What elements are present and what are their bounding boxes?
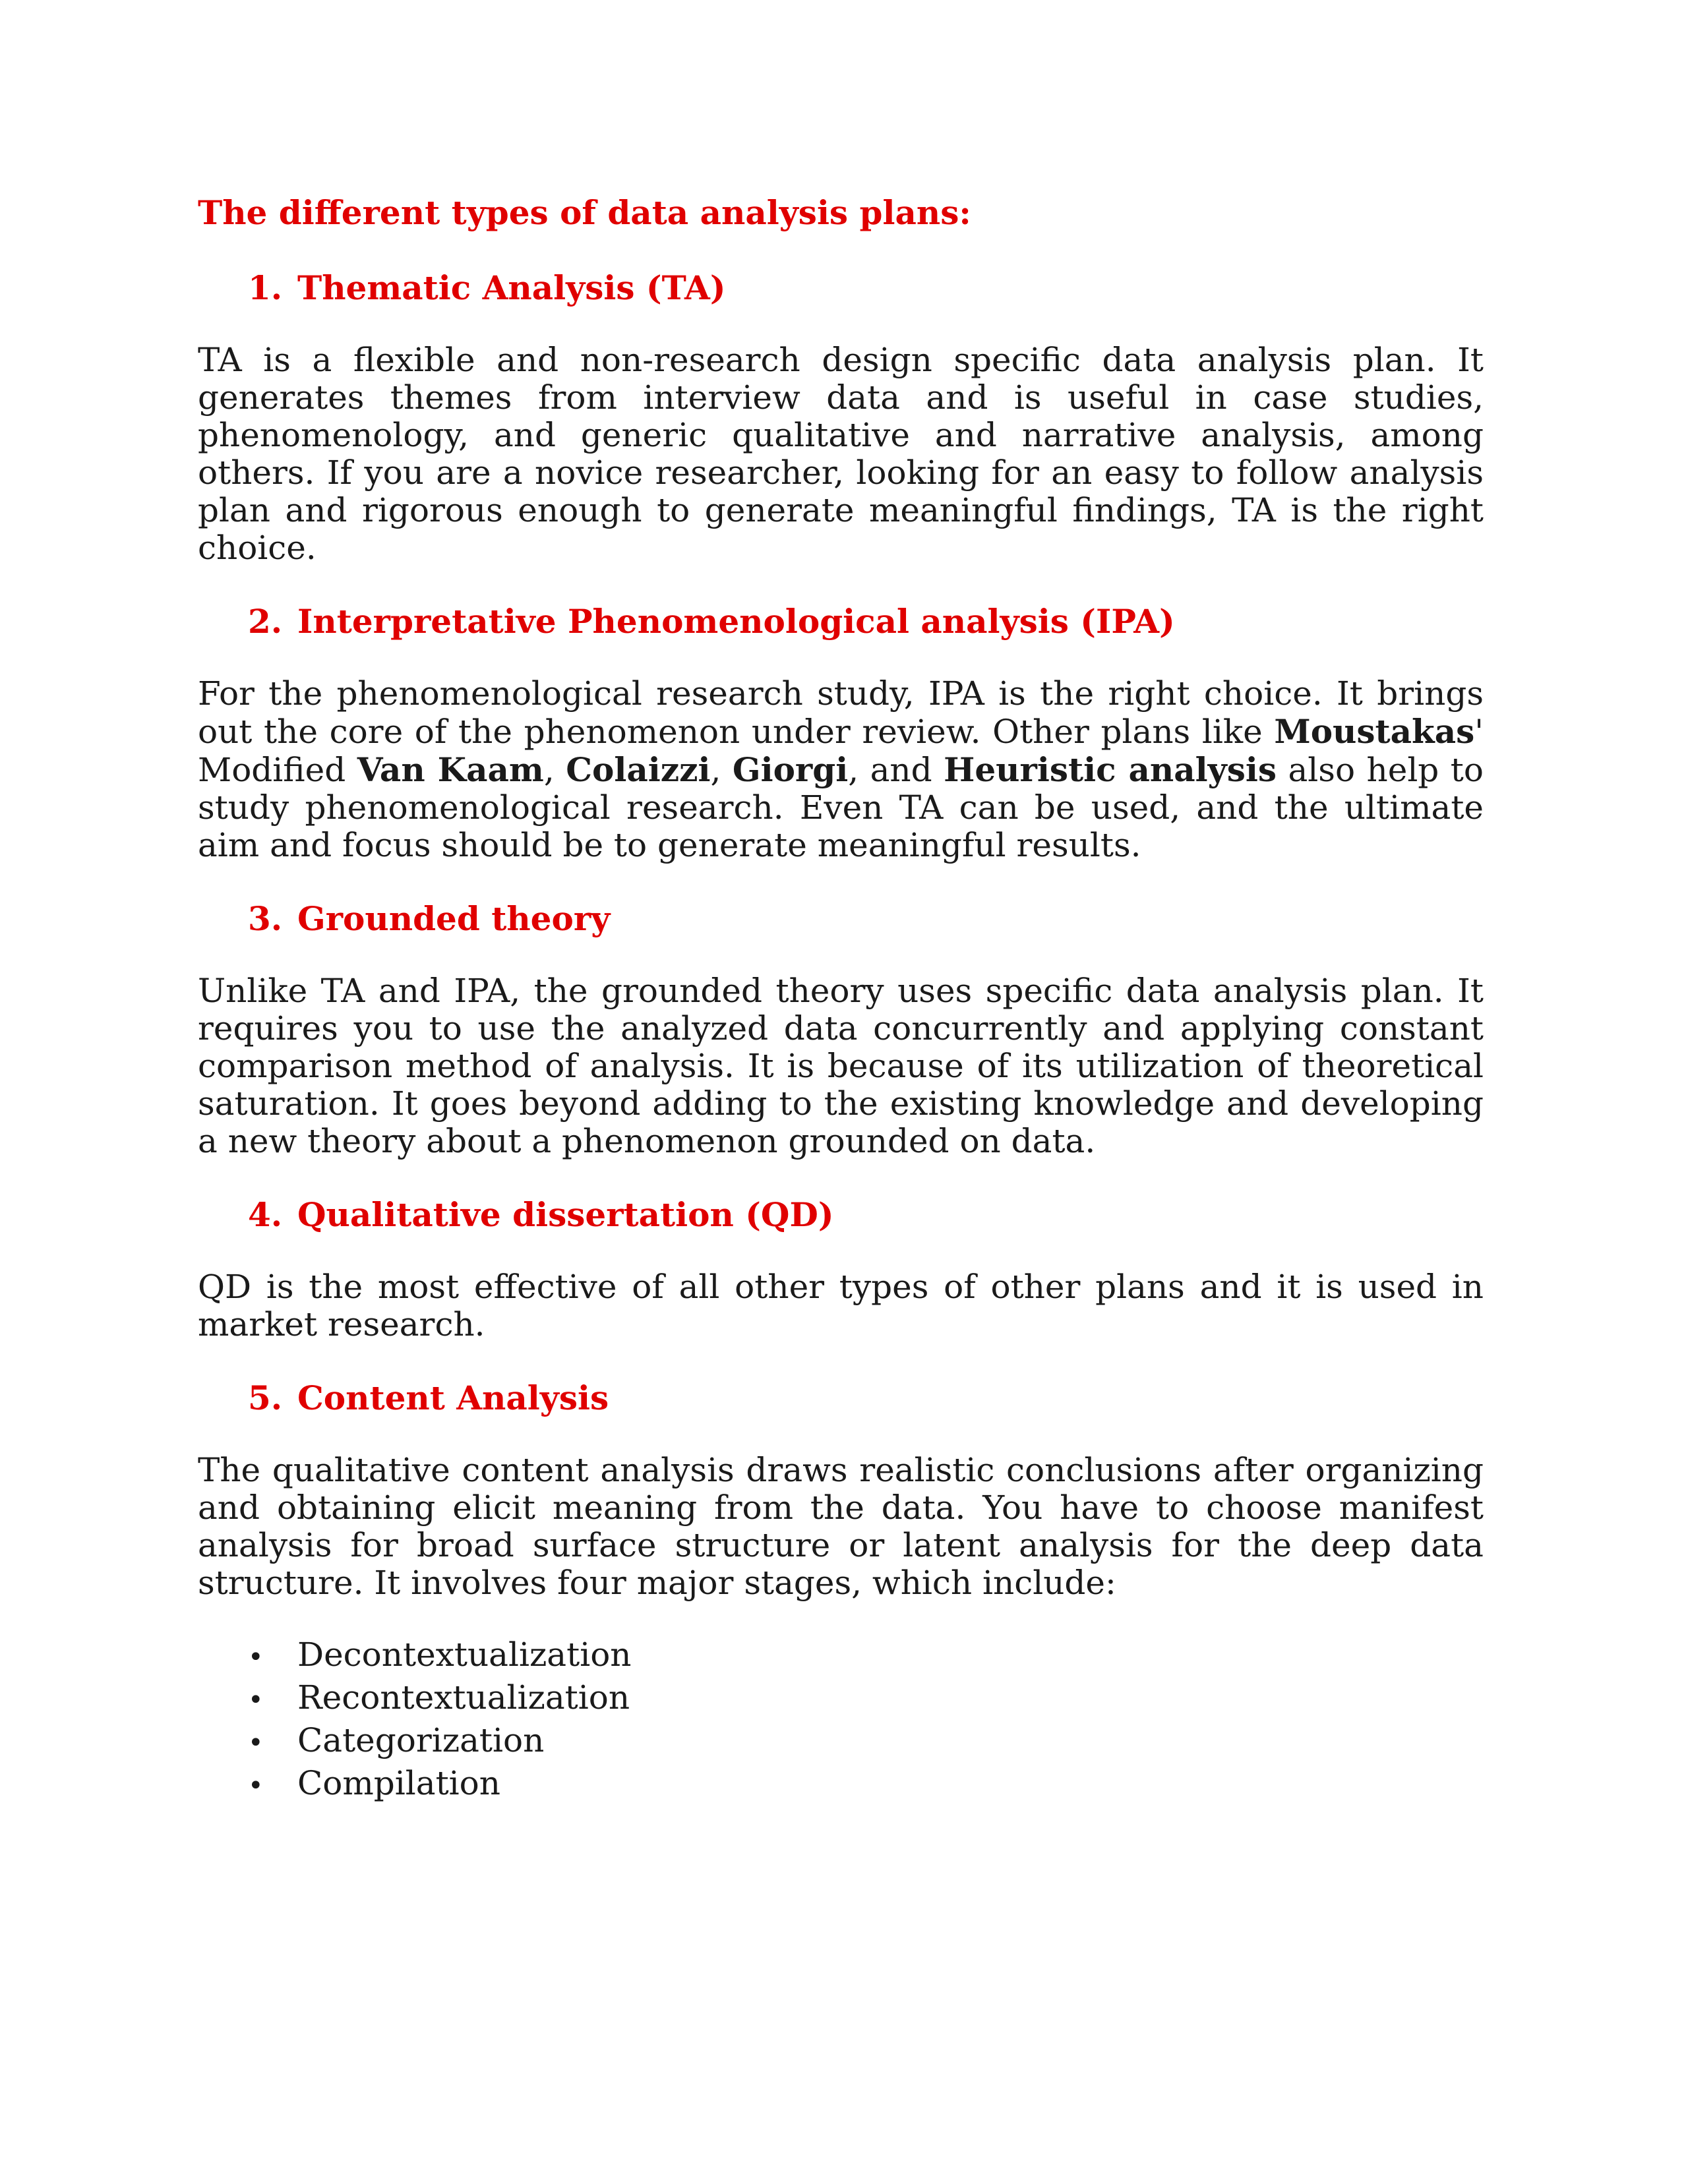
section-number: 4.: [248, 1195, 283, 1234]
section-body-thematic-analysis: TA is a flexible and non-research design specific data analysis plan. It generates themes from interview data and is useful in case studies, phenomenology, and generic qualitative and narrative analysis, among others. If you are a novice researcher, looking for an easy to follow analysis plan and rigorous enough to generate meaningful findings, TA is the right choice.: [198, 341, 1484, 567]
body-text: , and: [848, 751, 944, 789]
bullet-icon: •: [248, 1728, 264, 1758]
bold-term-van-kaam: Van Kaam: [357, 750, 544, 789]
list-item: [248, 1763, 1484, 1806]
section-body-content-analysis: The qualitative content analysis draws realistic conclusions after organizing and obtaining elicit meaning from the data. You have to choose manifest analysis for broad surface structure or latent analysis for the deep data structure. It involves four major stages, which include:: [198, 1451, 1484, 1602]
list-item: [248, 1721, 1484, 1763]
section-title: Interpretative Phenomenological analysis (IPA): [297, 602, 1175, 641]
bold-term-moustakas: Moustakas: [1274, 712, 1475, 751]
stages-list: [198, 1635, 1484, 1806]
list-item-label: Compilation: [297, 1764, 500, 1802]
section-number: 3.: [248, 899, 283, 938]
section-body-qualitative-dissertation: QD is the most effective of all other types of other plans and it is used in market research.: [198, 1268, 1484, 1343]
section-number: 1.: [248, 268, 283, 307]
section-heading-thematic-analysis: [198, 266, 1484, 310]
bullet-icon: •: [248, 1642, 264, 1672]
list-item-label: Decontextualization: [297, 1636, 632, 1674]
body-text: ,: [543, 751, 566, 789]
body-text: ,: [710, 751, 733, 789]
body-text: ' Modified: [198, 713, 1484, 789]
bold-term-colaizzi: Colaizzi: [566, 750, 711, 789]
bullet-icon: •: [248, 1685, 264, 1715]
body-text: For the phenomenological research study, IPA is the right choice. It brings out the core of the phenomenon under review. Other plans like: [198, 674, 1484, 751]
section-number: 2.: [248, 602, 283, 641]
document-title: The different types of data analysis plans:: [198, 193, 971, 232]
bold-term-heuristic-analysis: Heuristic analysis: [944, 750, 1277, 789]
list-item-label: Categorization: [297, 1721, 545, 1759]
section-heading-ipa: [198, 600, 1484, 643]
bold-term-giorgi: Giorgi: [732, 750, 849, 789]
bullet-icon: •: [248, 1771, 264, 1801]
list-item-label: Recontextualization: [297, 1678, 630, 1717]
section-heading-grounded-theory: [198, 897, 1484, 941]
section-title: Grounded theory: [297, 899, 611, 938]
section-heading-content-analysis: [198, 1376, 1484, 1420]
section-heading-qualitative-dissertation: [198, 1193, 1484, 1237]
body-text: also help to study phenomenological research. Even TA can be used, and the ultimate aim and focus should be to generate meaningful results.: [198, 751, 1484, 864]
section-body-grounded-theory: Unlike TA and IPA, the grounded theory uses specific data analysis plan. It requires you to use the analyzed data concurrently and applying constant comparison method of analysis. It is because of its utilization of theoretical saturation. It goes beyond adding to the existing knowledge and developing a new theory about a phenomenon grounded on data.: [198, 972, 1484, 1160]
section-title: Thematic Analysis (TA): [297, 268, 726, 307]
section-number: 5.: [248, 1378, 283, 1417]
document-content: [198, 191, 1484, 1806]
section-title: Qualitative dissertation (QD): [297, 1195, 834, 1234]
section-title: Content Analysis: [297, 1378, 609, 1417]
section-body-ipa: [198, 675, 1484, 864]
list-item: [248, 1678, 1484, 1721]
list-item: [248, 1635, 1484, 1678]
